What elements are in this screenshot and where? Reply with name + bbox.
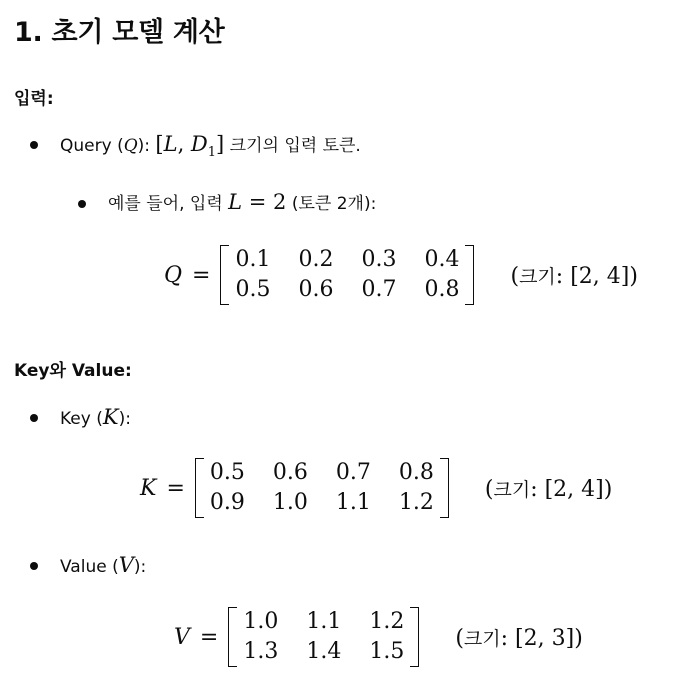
q-matrix (229, 245, 465, 305)
q-equation (164, 245, 638, 305)
value-symbol: V (118, 553, 134, 577)
bullet-dot (30, 141, 38, 149)
matrix-cell: 0.7 (335, 460, 371, 485)
matrix-cell: 1.0 (272, 490, 308, 515)
key-bullet: Key (K): (60, 405, 131, 429)
v-size-note: (크기: [2, 3]) (455, 625, 583, 651)
example-bullet (108, 190, 376, 216)
query-label: Query ( (60, 136, 124, 156)
matrix-cell: 0.9 (209, 490, 245, 515)
k-size-note: (크기: [2, 4]) (484, 476, 613, 502)
matrix-cell: 0.6 (272, 460, 308, 485)
matrix-cell: 0.4 (424, 247, 460, 272)
matrix-cell: 1.1 (335, 490, 371, 515)
q-size-note: (크기: [2, 4]) (510, 263, 638, 289)
v-equation (174, 607, 583, 667)
matrix-cell: 0.3 (361, 247, 397, 272)
matrix-cell: 1.4 (306, 639, 342, 664)
matrix-cell: 1.1 (306, 609, 342, 634)
query-dimension: [L, $D_1$] (155, 132, 225, 161)
bullet-dot (30, 562, 38, 570)
matrix-cell: 0.5 (209, 460, 245, 485)
matrix-cell: 0.8 (398, 460, 434, 485)
q-lhs: Q (164, 262, 183, 288)
matrix-cell: 0.1 (235, 247, 271, 272)
example-text: 예를 들어, 입력 (108, 194, 229, 214)
example-L: L (228, 190, 243, 214)
v-left-bracket (228, 607, 237, 667)
q-left-bracket (220, 245, 229, 305)
k-lhs: K (140, 475, 157, 501)
example-equals: = 2 (242, 190, 287, 214)
query-colon: ): (137, 136, 156, 156)
k-matrix (204, 458, 440, 518)
k-equals: = (166, 475, 185, 501)
key-symbol: K (102, 405, 119, 429)
section-heading: 1. 초기 모델 계산 (14, 17, 225, 48)
matrix-cell: 1.2 (398, 490, 434, 515)
bullet-dot-nested (78, 200, 86, 208)
bullet-dot (30, 414, 38, 422)
k-equation (140, 458, 612, 518)
k-left-bracket (195, 458, 204, 518)
v-equals: = (199, 624, 219, 650)
matrix-cell: 0.2 (298, 247, 334, 272)
q-right-bracket (465, 245, 474, 305)
query-bullet (60, 132, 361, 165)
example-suffix: (토큰 2개): (286, 194, 377, 214)
matrix-cell: 1.3 (243, 639, 279, 664)
input-subheading: 입력: (14, 89, 54, 109)
k-right-bracket (440, 458, 449, 518)
query-symbol: Q (123, 136, 138, 156)
matrix-cell: 0.6 (298, 277, 334, 302)
query-description: 크기의 입력 토큰. (224, 136, 361, 156)
matrix-cell: 0.7 (361, 277, 397, 302)
v-lhs: V (174, 624, 190, 650)
matrix-cell: 1.0 (243, 609, 279, 634)
q-equals: = (192, 262, 211, 288)
matrix-cell: 1.2 (369, 609, 405, 634)
v-matrix (237, 607, 410, 667)
matrix-cell: 1.5 (369, 639, 405, 664)
matrix-cell: 0.8 (424, 277, 460, 302)
matrix-cell: 0.5 (235, 277, 271, 302)
v-right-bracket (410, 607, 419, 667)
key-value-subheading: Key와 Value: (14, 361, 132, 381)
value-bullet: Value (V): (60, 553, 147, 577)
